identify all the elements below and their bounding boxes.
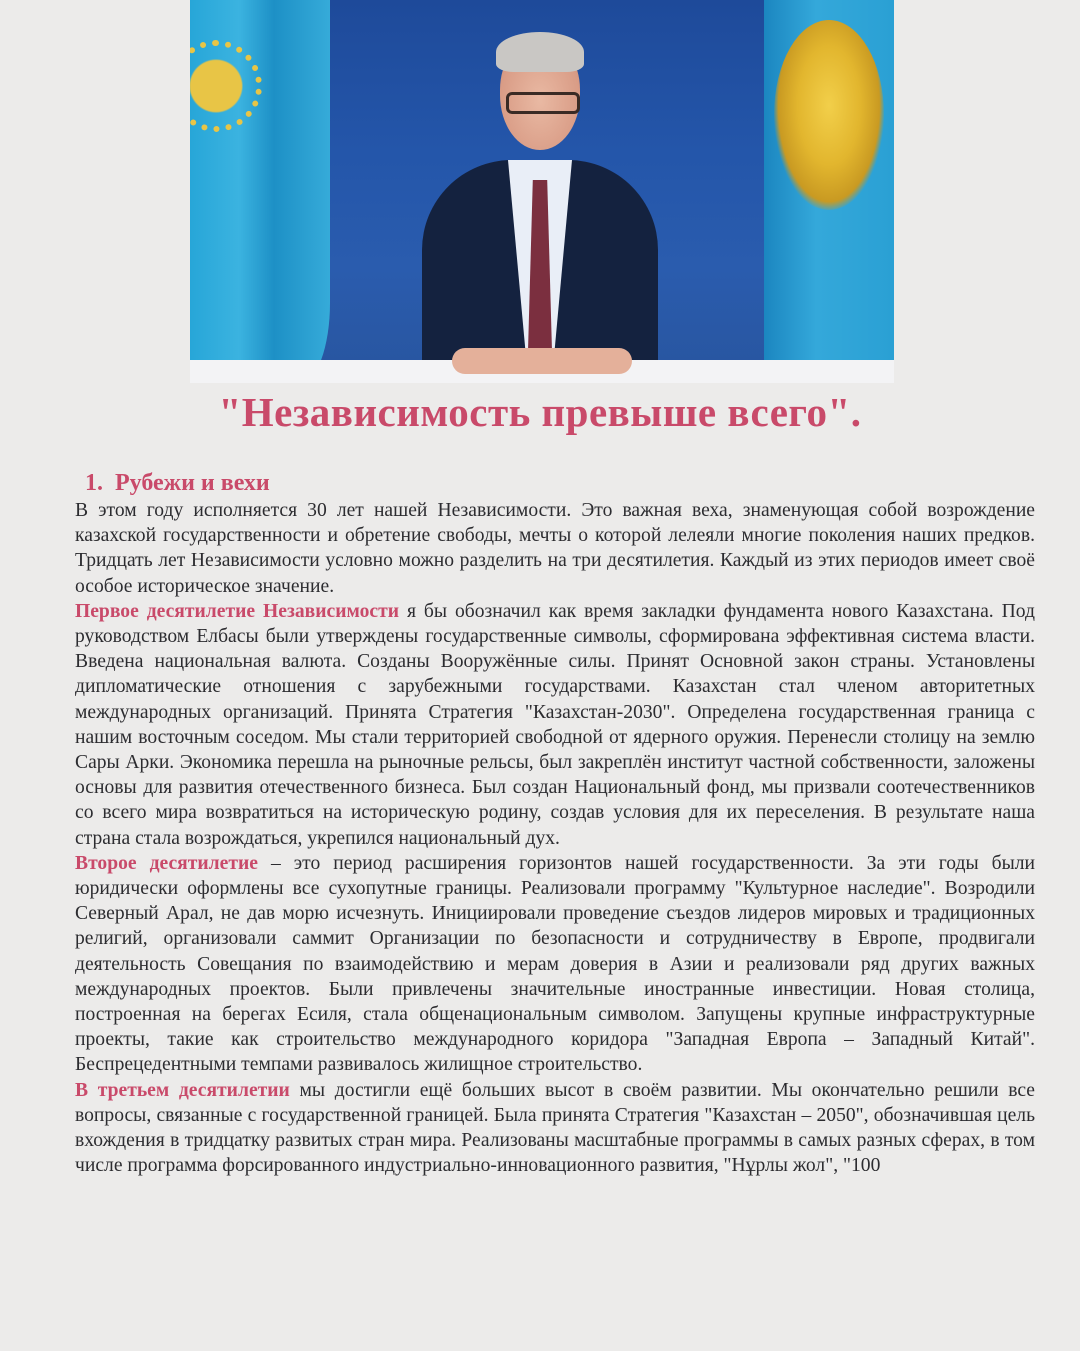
speaker-hair: [496, 32, 584, 72]
state-emblem: [774, 20, 884, 210]
article-body: [75, 468, 1035, 1178]
third-decade-text: мы достигли ещё больших высот в своём развитии. Мы окончательно решили все вопросы, связанные с государственной границей. Была принята Стратегия "Казахстан – 2050", обозначившая цель вхождения в тридцатку развитых стран мира. Реализованы масштабные программы в самых разных сферах, в том числе программа форсированного индустриально-инновационного развития, "Нұрлы жол", "100: [75, 1079, 1035, 1177]
president-photo: [190, 0, 894, 383]
third-decade-lead: В третьем десятилетии: [75, 1079, 290, 1101]
section-title: Рубежи и вехи: [115, 470, 270, 496]
speaker-hands: [452, 348, 632, 374]
second-decade-text: – это период расширения горизонтов нашей государственности. За эти годы были юридически оформлены все сухопутные границы. Реализовали программу "Культурное наследие". Возродили Северный Арал, не дав морю исчезнуть. Инициировали проведение съездов лидеров мировых и традиционных религий, организовали саммит Организации по безопасности и сотрудничеству в Европе, продвигали деятельность Совещания по взаимодействию и мерам доверия в Азии и реализовали ряд других важных международных проектов. Были привлечены значительные иностранные инвестиции. Новая столица, построенная на берегах Есиля, стала общенациональным символом. Запущены крупные инфраструктурные проекты, такие как строительство международного коридора "Западная Европа – Западный Китай". Беспрецедентными темпами развивалось жилищное строительство.: [75, 852, 1035, 1076]
section-number: 1.: [85, 470, 103, 496]
first-decade-text: я бы обозначил как время закладки фундамента нового Казахстана. Под руководством Елбасы были утверждены государственные символы, сформирована эффективная система власти. Введена национальная валюта. Созданы Вооружённые силы. Принят Основной закон страны. Установлены дипломатические отношения с зарубежными государствами. Казахстан стал членом авторитетных международных организаций. Принята Стратегия "Казахстан-2030". Определена государственная граница с нашим восточным соседом. Мы стали территорией свободной от ядерного оружия. Перенесли столицу на землю Сары Арки. Экономика перешла на рыночные рельсы, был закреплён институт частной собственности, заложены основы для развития отечественного бизнеса. Был создан Национальный фонд, мы призвали соотечественников со всего мира возвратиться на историческую родину, создав условия для их переселения. В результате наша страна стала возрождаться, укрепился национальный дух.: [75, 600, 1035, 849]
first-decade-paragraph: [75, 599, 1035, 851]
intro-paragraph: В этом году исполняется 30 лет нашей Независимости. Это важная веха, знаменующая собой возрождение казахской государственности и обретение свободы, мечты о которой лелеяли многие поколения наших предков. Тридцать лет Независимости условно можно разделить на три десятилетия. Каждый из этих периодов имеет своё особое историческое значение.: [75, 500, 1035, 597]
speaker-glasses: [506, 92, 580, 114]
second-decade-lead: Второе десятилетие: [75, 852, 258, 874]
section-heading: [85, 468, 1035, 498]
third-decade-paragraph: [75, 1078, 1035, 1179]
document-title: "Независимость превыше всего".: [218, 389, 862, 435]
first-decade-lead: Первое десятилетие Независимости: [75, 600, 399, 622]
second-decade-paragraph: [75, 851, 1035, 1078]
